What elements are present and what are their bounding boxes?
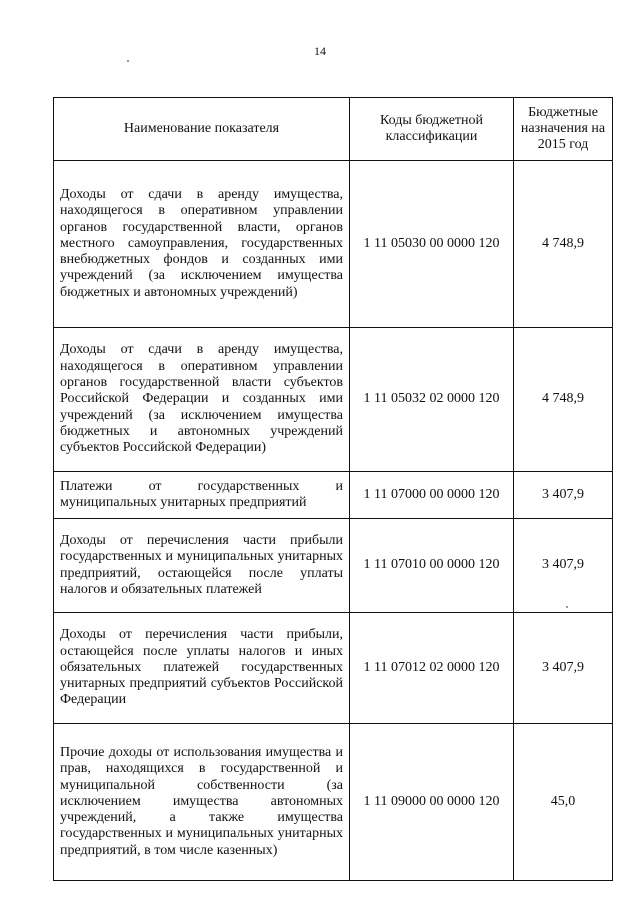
- table-header: [54, 98, 613, 161]
- header-name: Наименование показателя: [54, 98, 350, 161]
- budget-amount: 4 748,9: [514, 328, 613, 472]
- table-row: [54, 472, 613, 519]
- indicator-name: Доходы от перечисления части прибыли государственных и муниципальных унитарных предприятий, остающейся после уплаты налогов и обязательных платежей: [54, 519, 350, 613]
- budget-code: 1 11 07010 00 0000 120: [350, 519, 514, 613]
- table-row: [54, 519, 613, 613]
- budget-amount: 3 407,9: [514, 472, 613, 519]
- table-row: [54, 724, 613, 881]
- table-body: [54, 161, 613, 881]
- header-amount: Бюджетные назначения на 2015 год: [514, 98, 613, 161]
- indicator-name: Платежи от государственных и муниципальных унитарных предприятий: [54, 472, 350, 519]
- indicator-name: Доходы от перечисления части прибыли, остающейся после уплаты налогов и иных обязательных платежей государственных унитарных предприятий субъектов Российской Федерации: [54, 613, 350, 724]
- header-row: [54, 98, 613, 161]
- budget-amount: 3 407,9: [514, 613, 613, 724]
- budget-code: 1 11 05030 00 0000 120: [350, 161, 514, 328]
- page-number: 14: [314, 44, 326, 58]
- table-row: [54, 161, 613, 328]
- indicator-name: Доходы от сдачи в аренду имущества, находящегося в оперативном управлении органов государственной власти субъектов Российской Федерации и созданных ими учреждений (за исключением имущества бюджетных и автономных учреждений субъектов Российской Федерации): [54, 328, 350, 472]
- table-row: [54, 613, 613, 724]
- budget-amount: 45,0: [514, 724, 613, 881]
- budget-table: [53, 97, 613, 881]
- indicator-name: Прочие доходы от использования имущества и прав, находящихся в государственной и муниципальной собственности (за исключением имущества автономных учреждений, а также имущества государственных и муниципальных унитарных предприятий, в том числе казенных): [54, 724, 350, 881]
- indicator-name: Доходы от сдачи в аренду имущества, находящегося в оперативном управлении органов государственной власти, органов местного самоуправления, государственных внебюджетных фондов и созданных ими учреждений (за исключением имущества бюджетных и автономных учреждений): [54, 161, 350, 328]
- table-row: [54, 328, 613, 472]
- budget-code: 1 11 09000 00 0000 120: [350, 724, 514, 881]
- budget-amount: 3 407,9: [514, 519, 613, 613]
- budget-code: 1 11 05032 02 0000 120: [350, 328, 514, 472]
- budget-code: 1 11 07000 00 0000 120: [350, 472, 514, 519]
- budget-amount: 4 748,9: [514, 161, 613, 328]
- scan-speck: [127, 60, 129, 62]
- header-code: Коды бюджетной классификации: [350, 98, 514, 161]
- budget-code: 1 11 07012 02 0000 120: [350, 613, 514, 724]
